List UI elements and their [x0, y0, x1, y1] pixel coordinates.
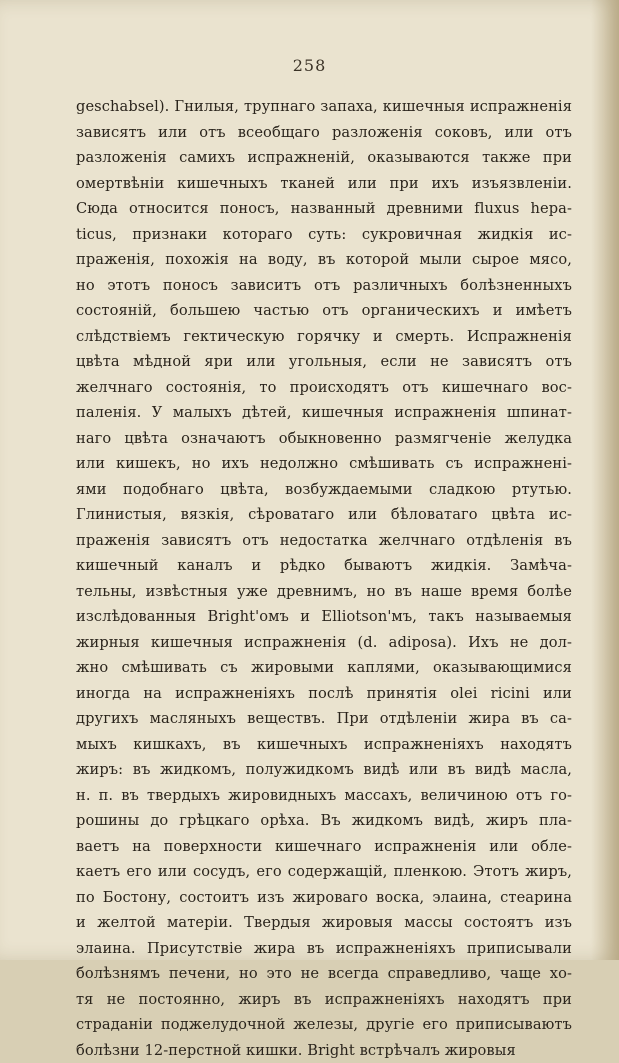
text-line: по Бостону, состоитъ изъ жироваго воска, элаина, стеарина — [76, 885, 572, 911]
text-line: изслѣдованныя Bright'омъ и Elliotson'мъ, такъ называемыя — [76, 604, 572, 630]
text-line: ticus, признаки котораго суть: сукровичная жидкія ис- — [76, 222, 572, 248]
text-line: geschabsel). Гнилыя, трупнаго запаха, кишечныя испражненія — [76, 94, 572, 120]
text-line: кишечный каналъ и рѣдко бываютъ жидкія. Замѣча- — [76, 553, 572, 579]
text-line: но этотъ поносъ зависитъ отъ различныхъ болѣзненныхъ — [76, 273, 572, 299]
text-line: зависятъ или отъ всеобщаго разложенія соковъ, или отъ — [76, 120, 572, 146]
page-number: 258 — [0, 56, 619, 75]
text-line: омертвѣніи кишечныхъ тканей или при ихъ изъязвленіи. — [76, 171, 572, 197]
text-line: тельны, извѣстныя уже древнимъ, но въ наше время болѣе — [76, 579, 572, 605]
page-edge-shadow — [591, 0, 619, 960]
text-line: или кишекъ, но ихъ недолжно смѣшивать съ испражненi- — [76, 451, 572, 477]
text-line: Глинистыя, вязкія, сѣроватаго или бѣловатаго цвѣта ис- — [76, 502, 572, 528]
text-line: жно смѣшивать съ жировыми каплями, оказывающимися — [76, 655, 572, 681]
text-line: жирныя кишечныя испражненія (d. adiposa). Ихъ не дол- — [76, 630, 572, 656]
text-line: рошины до грѣцкаго орѣха. Въ жидкомъ видѣ, жиръ пла- — [76, 808, 572, 834]
text-line: тя не постоянно, жиръ въ испражненіяхъ находятъ при — [76, 987, 572, 1013]
body-text — [76, 94, 572, 1063]
text-line: элаина. Присутствіе жира въ испражненіяхъ приписывали — [76, 936, 572, 962]
text-line: каетъ его или сосудъ, его содержащій, пленкою. Этотъ жиръ, — [76, 859, 572, 885]
text-line: цвѣта мѣдной яри или угольныя, если не зависятъ отъ — [76, 349, 572, 375]
text-line: болѣзни 12-перстной кишки. Bright встрѣчалъ жировыя — [76, 1038, 572, 1063]
text-line: слѣдствіемъ гектическую горячку и смерть. Испражненія — [76, 324, 572, 350]
text-line: н. п. въ твердыхъ жировидныхъ массахъ, величиною отъ го- — [76, 783, 572, 809]
text-line: наго цвѣта означаютъ обыкновенно размягченіе желудка — [76, 426, 572, 452]
text-line: и желтой матеріи. Твердыя жировыя массы состоятъ изъ — [76, 910, 572, 936]
text-line: ваетъ на поверхности кишечнаго испражненія или обле- — [76, 834, 572, 860]
text-line: страданіи поджелудочной железы, другіе его приписываютъ — [76, 1012, 572, 1038]
text-line: жиръ: въ жидкомъ, полужидкомъ видѣ или въ видѣ масла, — [76, 757, 572, 783]
text-line: болѣзнямъ печени, но это не всегда справедливо, чаще хо- — [76, 961, 572, 987]
text-line: праженія, похожія на воду, въ которой мыли сырое мясо, — [76, 247, 572, 273]
text-line: Сюда относится поносъ, названный древними fluxus hepa- — [76, 196, 572, 222]
text-line: иногда на испражненіяхъ послѣ принятія olei ricini или — [76, 681, 572, 707]
text-line: мыхъ кишкахъ, въ кишечныхъ испражненіяхъ находятъ — [76, 732, 572, 758]
text-line: паленія. У малыхъ дѣтей, кишечныя испражненія шпинат- — [76, 400, 572, 426]
text-line: другихъ масляныхъ веществъ. При отдѣленіи жира въ са- — [76, 706, 572, 732]
text-line: ями подобнаго цвѣта, возбуждаемыми сладкою ртутью. — [76, 477, 572, 503]
text-line: разложенія самихъ испражненій, оказываются также при — [76, 145, 572, 171]
text-line: желчнаго состоянія, то происходятъ отъ кишечнаго вос- — [76, 375, 572, 401]
text-line: состояній, большею частью отъ органическихъ и имѣетъ — [76, 298, 572, 324]
text-line: праженія зависятъ отъ недостатка желчнаго отдѣленія въ — [76, 528, 572, 554]
